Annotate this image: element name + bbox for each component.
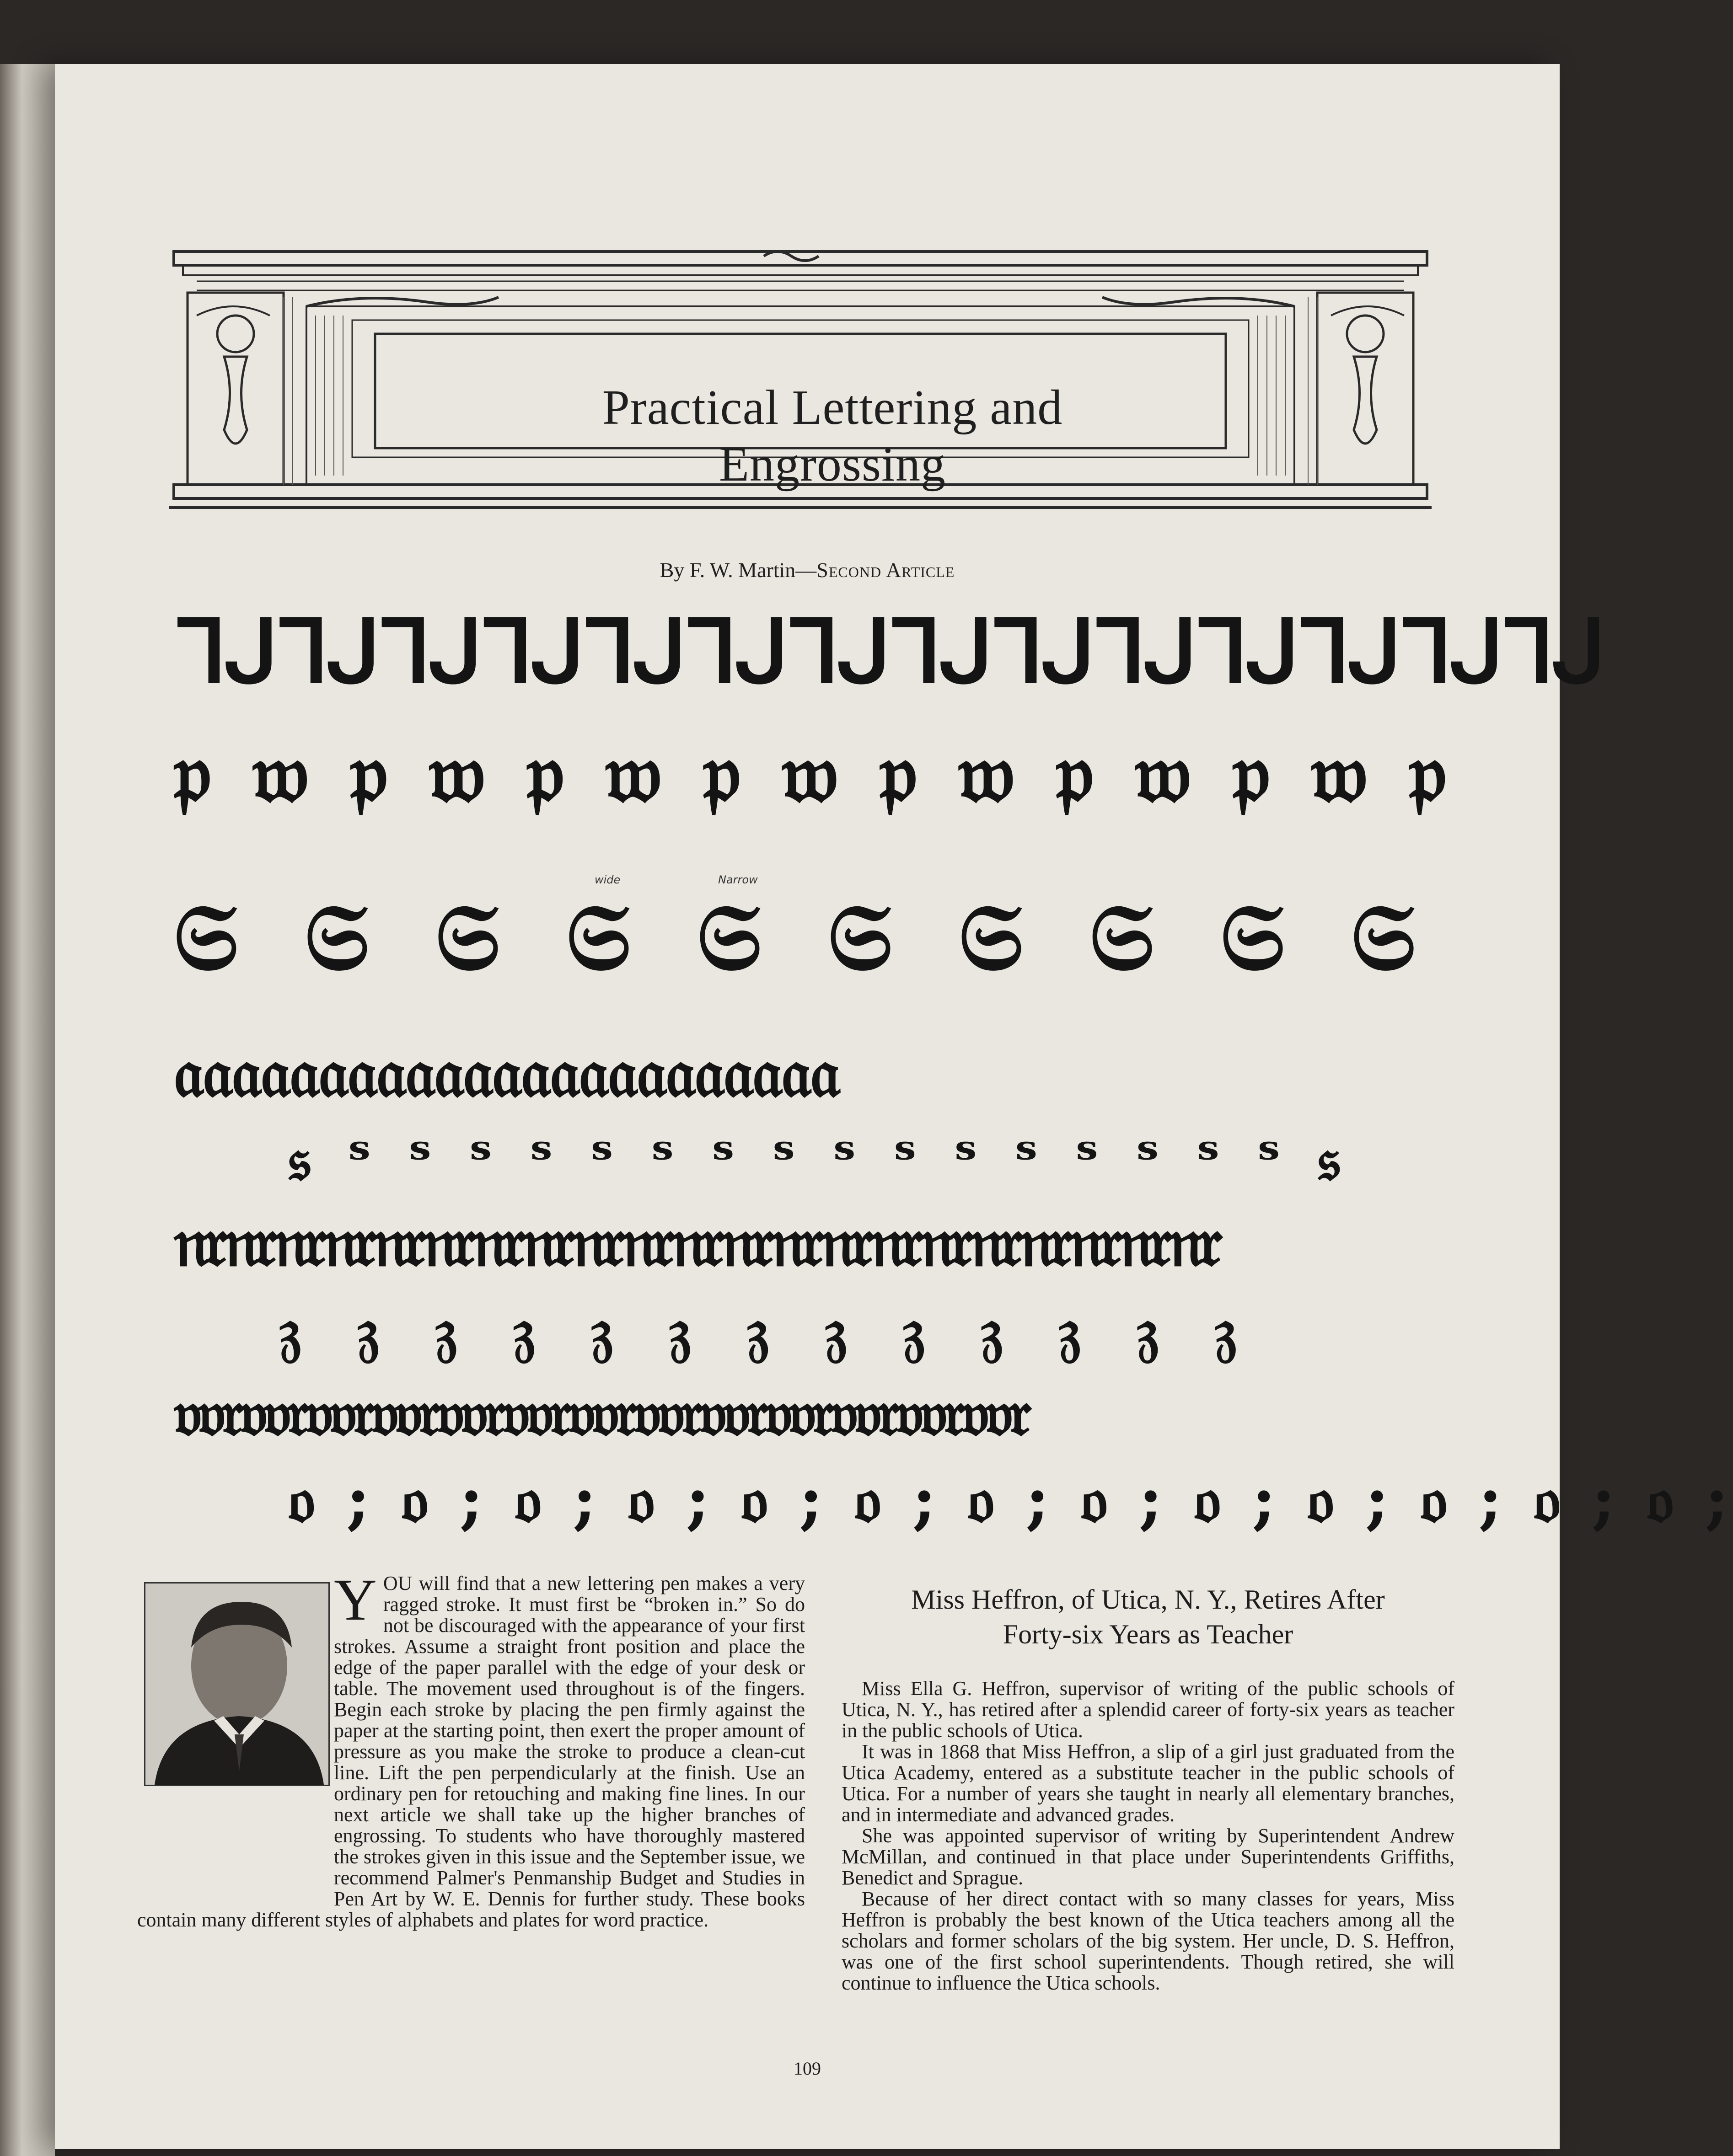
drill-note-narrow: Narrow [718,873,758,886]
sidebar-headline [842,1582,1454,1652]
title-banner [169,247,1432,530]
article-column [137,1567,805,1931]
book-gutter [0,64,55,2156]
drill-row-s: 𝔰 ˢ ˢ ˢ ˢ ˢ ˢ ˢ ˢ ˢ ˢ ˢ ˢ ˢ ˢ ˢ ˢ 𝔰 [288,1124,1348,1194]
magazine-page [55,64,1733,2149]
byline-author: By F. W. Martin— [660,558,817,582]
drill-row-vr: 𝔳𝔳𝔯𝔳𝔳𝔯𝔳𝔳𝔯𝔳𝔳𝔯𝔳𝔳𝔯𝔳𝔳𝔯𝔳𝔳𝔯𝔳𝔳𝔯𝔳𝔳𝔯𝔳𝔳𝔯𝔳𝔳𝔯𝔳𝔳𝔯𝔳𝔳𝔯 [174,1375,1027,1450]
sidebar-paragraph: Because of her direct contact with so many classes for years, Miss Heffron is probably the best known of the Utica teachers among all the scholars and former scholars of the big system. Her uncle, D. S. Heffron, was one of the first school superintendents. Though retired, she will continue to influence the Utica schools. [842,1888,1454,1994]
drill-row-pw: 𝔭 𝔴 𝔭 𝔴 𝔭 𝔴 𝔭 𝔴 𝔭 𝔴 𝔭 𝔴 𝔭 𝔴 𝔭 [174,724,1453,821]
drill-row-a: 𝔞𝔞𝔞𝔞𝔞𝔞𝔞𝔞𝔞𝔞𝔞𝔞𝔞𝔞𝔞𝔞𝔞𝔞𝔞𝔞𝔞𝔞𝔞 [174,1032,839,1113]
byline-article: Second Article [816,558,955,582]
drill-row-capital-s: 𝔖 𝔖 𝔖 𝔖 𝔖 𝔖 𝔖 𝔖 𝔖 𝔖 [174,883,1433,991]
byline [55,558,1560,582]
portrait-wrap-spacer [137,1573,334,1893]
page-number: 109 [794,2058,821,2079]
drill-row-nr: 𝔫𝔯𝔫𝔯𝔫𝔯𝔫𝔯𝔫𝔯𝔫𝔯𝔫𝔯𝔫𝔯𝔫𝔯𝔫𝔯𝔫𝔯𝔫𝔯𝔫𝔯𝔫𝔯𝔫𝔯𝔫𝔯𝔫𝔯𝔫𝔯𝔫𝔯𝔫𝔯𝔫𝔯 [174,1201,1218,1282]
sidebar-paragraph: She was appointed supervisor of writing by Superintendent Andrew McMillan, and continued in that place under Superintendents Griffiths, Benedict and Sprague. [842,1824,1454,1889]
drill-row-o: 𝔬 ; 𝔬 ; 𝔬 ; 𝔬 ; 𝔬 ; 𝔬 ; 𝔬 ; 𝔬 ; 𝔬 ; 𝔬 ; 𝔬 ; 𝔬 ; 𝔬 ; [288,1462,1733,1537]
sidebar-paragraph: Miss Ella G. Heffron, supervisor of writing of the public schools of Utica, N. Y., has retired after a splendid career of forty-six years as teacher in the public schools of Utica. [842,1677,1454,1742]
sidebar-column [842,1678,1454,1994]
sidebar-headline-line2: Forty-six Years as Teacher [1003,1619,1293,1649]
drill-row-z: 𝔷 𝔷 𝔷 𝔷 𝔷 𝔷 𝔷 𝔷 𝔷 𝔷 𝔷 𝔷 𝔷 [279,1293,1254,1368]
article-body: OU will find that a new lettering pen makes a very ragged stroke. It must first be “broken in.” So do not be discouraged with the appearance of your first strokes. Assume a straight front position and place the edge of the paper parallel with the edge of your desk or table. The movement used throughout is of the fingers. Begin each stroke by placing the pen firmly against the paper at the starting point, then exert the proper amount of pressure as you make the stroke to produce a clean-cut line. Lift the pen perpendicularly at the finish. Use an ordinary pen for retouching and making fine lines. In our next article we shall take up the higher branches of engrossing. To students who have thoroughly mastered the strokes given in this issue and the September issue, we recommend Palmer's Penmanship Budget and Studies in Pen Art by W. E. Dennis for further study. These books contain many different styles of alphabets and plates for word practice. [137,1572,805,1931]
drop-cap: Y [334,1567,377,1633]
sidebar-paragraph: It was in 1868 that Miss Heffron, a slip of a girl just graduated from the Utica Academy, entered as a substitute teacher in the public schools of Utica. For a number of years she taught in nearly all elementary branches, and in intermediate and advanced grades. [842,1740,1454,1826]
page-title: Practical Lettering and Engrossing [602,380,1063,492]
sidebar-headline-line1: Miss Heffron, of Utica, N. Y., Retires After [911,1584,1385,1615]
drill-note-wide: wide [595,873,621,886]
drill-row-strokes: ᒣᒍᒣᒍᒣᒍᒣᒍᒣᒍᒣᒍᒣᒍᒣᒍᒣᒍᒣᒍᒣᒍᒣᒍᒣᒍᒣᒍ [174,600,1604,702]
